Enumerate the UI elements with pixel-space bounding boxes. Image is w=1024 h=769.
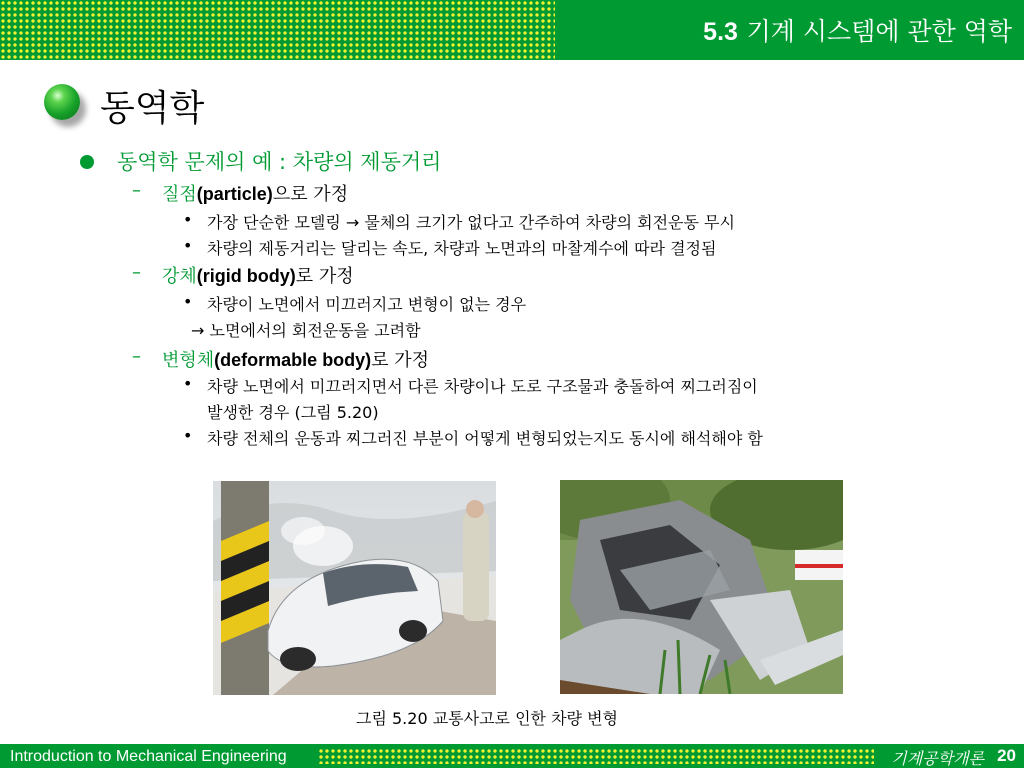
page-number: 20: [997, 746, 1016, 765]
main-bullet-text: 동역학 문제의 예 : 차량의 제동거리: [117, 150, 442, 174]
bullet-marker: •: [183, 236, 193, 255]
section-suffix: 로 가정: [295, 266, 354, 287]
section-suffix: 으로 가정: [272, 184, 349, 205]
page-title: 동역학: [100, 88, 205, 129]
list-item-text: 차량 전체의 운동과 찌그러진 부분이 어떻게 변형되었는지도 동시에 해석해야 함: [207, 429, 763, 448]
list-item-text: → 노면에서의 회전운동을 고려함: [191, 321, 421, 340]
bullet-marker: •: [183, 374, 193, 393]
figure-caption: 그림 5.20 교통사고로 인한 차량 변형: [356, 709, 618, 728]
header-dot-pattern: [0, 0, 555, 60]
section-en-term: (particle): [196, 184, 273, 204]
section-title: 기계 시스템에 관한 역학: [746, 17, 1012, 46]
bullet-dot-icon: [80, 155, 94, 169]
list-item-text: 차량의 제동거리는 달리는 속도, 차량과 노면과의 마찰계수에 따라 결정됨: [207, 239, 717, 258]
section-kr-term: 질점: [162, 184, 197, 205]
list-item-text: 발생한 경우 (그림 5.20): [207, 403, 379, 422]
header-band: [0, 0, 1024, 60]
section-suffix: 로 가정: [371, 350, 430, 371]
warning-stripes: [221, 521, 269, 643]
list-item-text: 차량이 노면에서 미끄러지고 변형이 없는 경우: [207, 295, 527, 314]
section-number: 5.3: [703, 18, 738, 46]
section-heading: [703, 12, 1012, 48]
section-kr-term: 변형체: [162, 350, 215, 371]
section-en-term: (rigid body): [196, 266, 296, 286]
photo-crushed-car: [560, 480, 843, 694]
dash-marker: –: [132, 262, 141, 283]
bullet-marker: •: [183, 292, 193, 311]
list-item-continuation: [191, 318, 421, 341]
bullet-marker: •: [183, 426, 193, 445]
list-item-continuation: [207, 400, 379, 423]
list-item-text: 차량 노면에서 미끄러지면서 다른 차량이나 도로 구조물과 충돌하여 찌그러짐이: [207, 377, 758, 396]
section-en-term: (deformable body): [214, 350, 372, 370]
footer-course-title-kr: 기계공학개론: [891, 749, 984, 768]
section-kr-term: 강체: [162, 266, 197, 287]
bullet-marker: •: [183, 210, 193, 229]
dash-marker: –: [132, 346, 141, 367]
footer-dot-pattern: [318, 748, 874, 764]
title-bullet-ball-icon: [44, 84, 80, 120]
footer-course-title: Introduction to Mechanical Engineering: [10, 748, 287, 765]
dash-marker: –: [132, 180, 141, 201]
photo-snow-crash: [213, 481, 496, 695]
list-item-text: 가장 단순한 모델링 → 물체의 크기가 없다고 간주하여 차량의 회전운동 무시: [207, 213, 735, 232]
